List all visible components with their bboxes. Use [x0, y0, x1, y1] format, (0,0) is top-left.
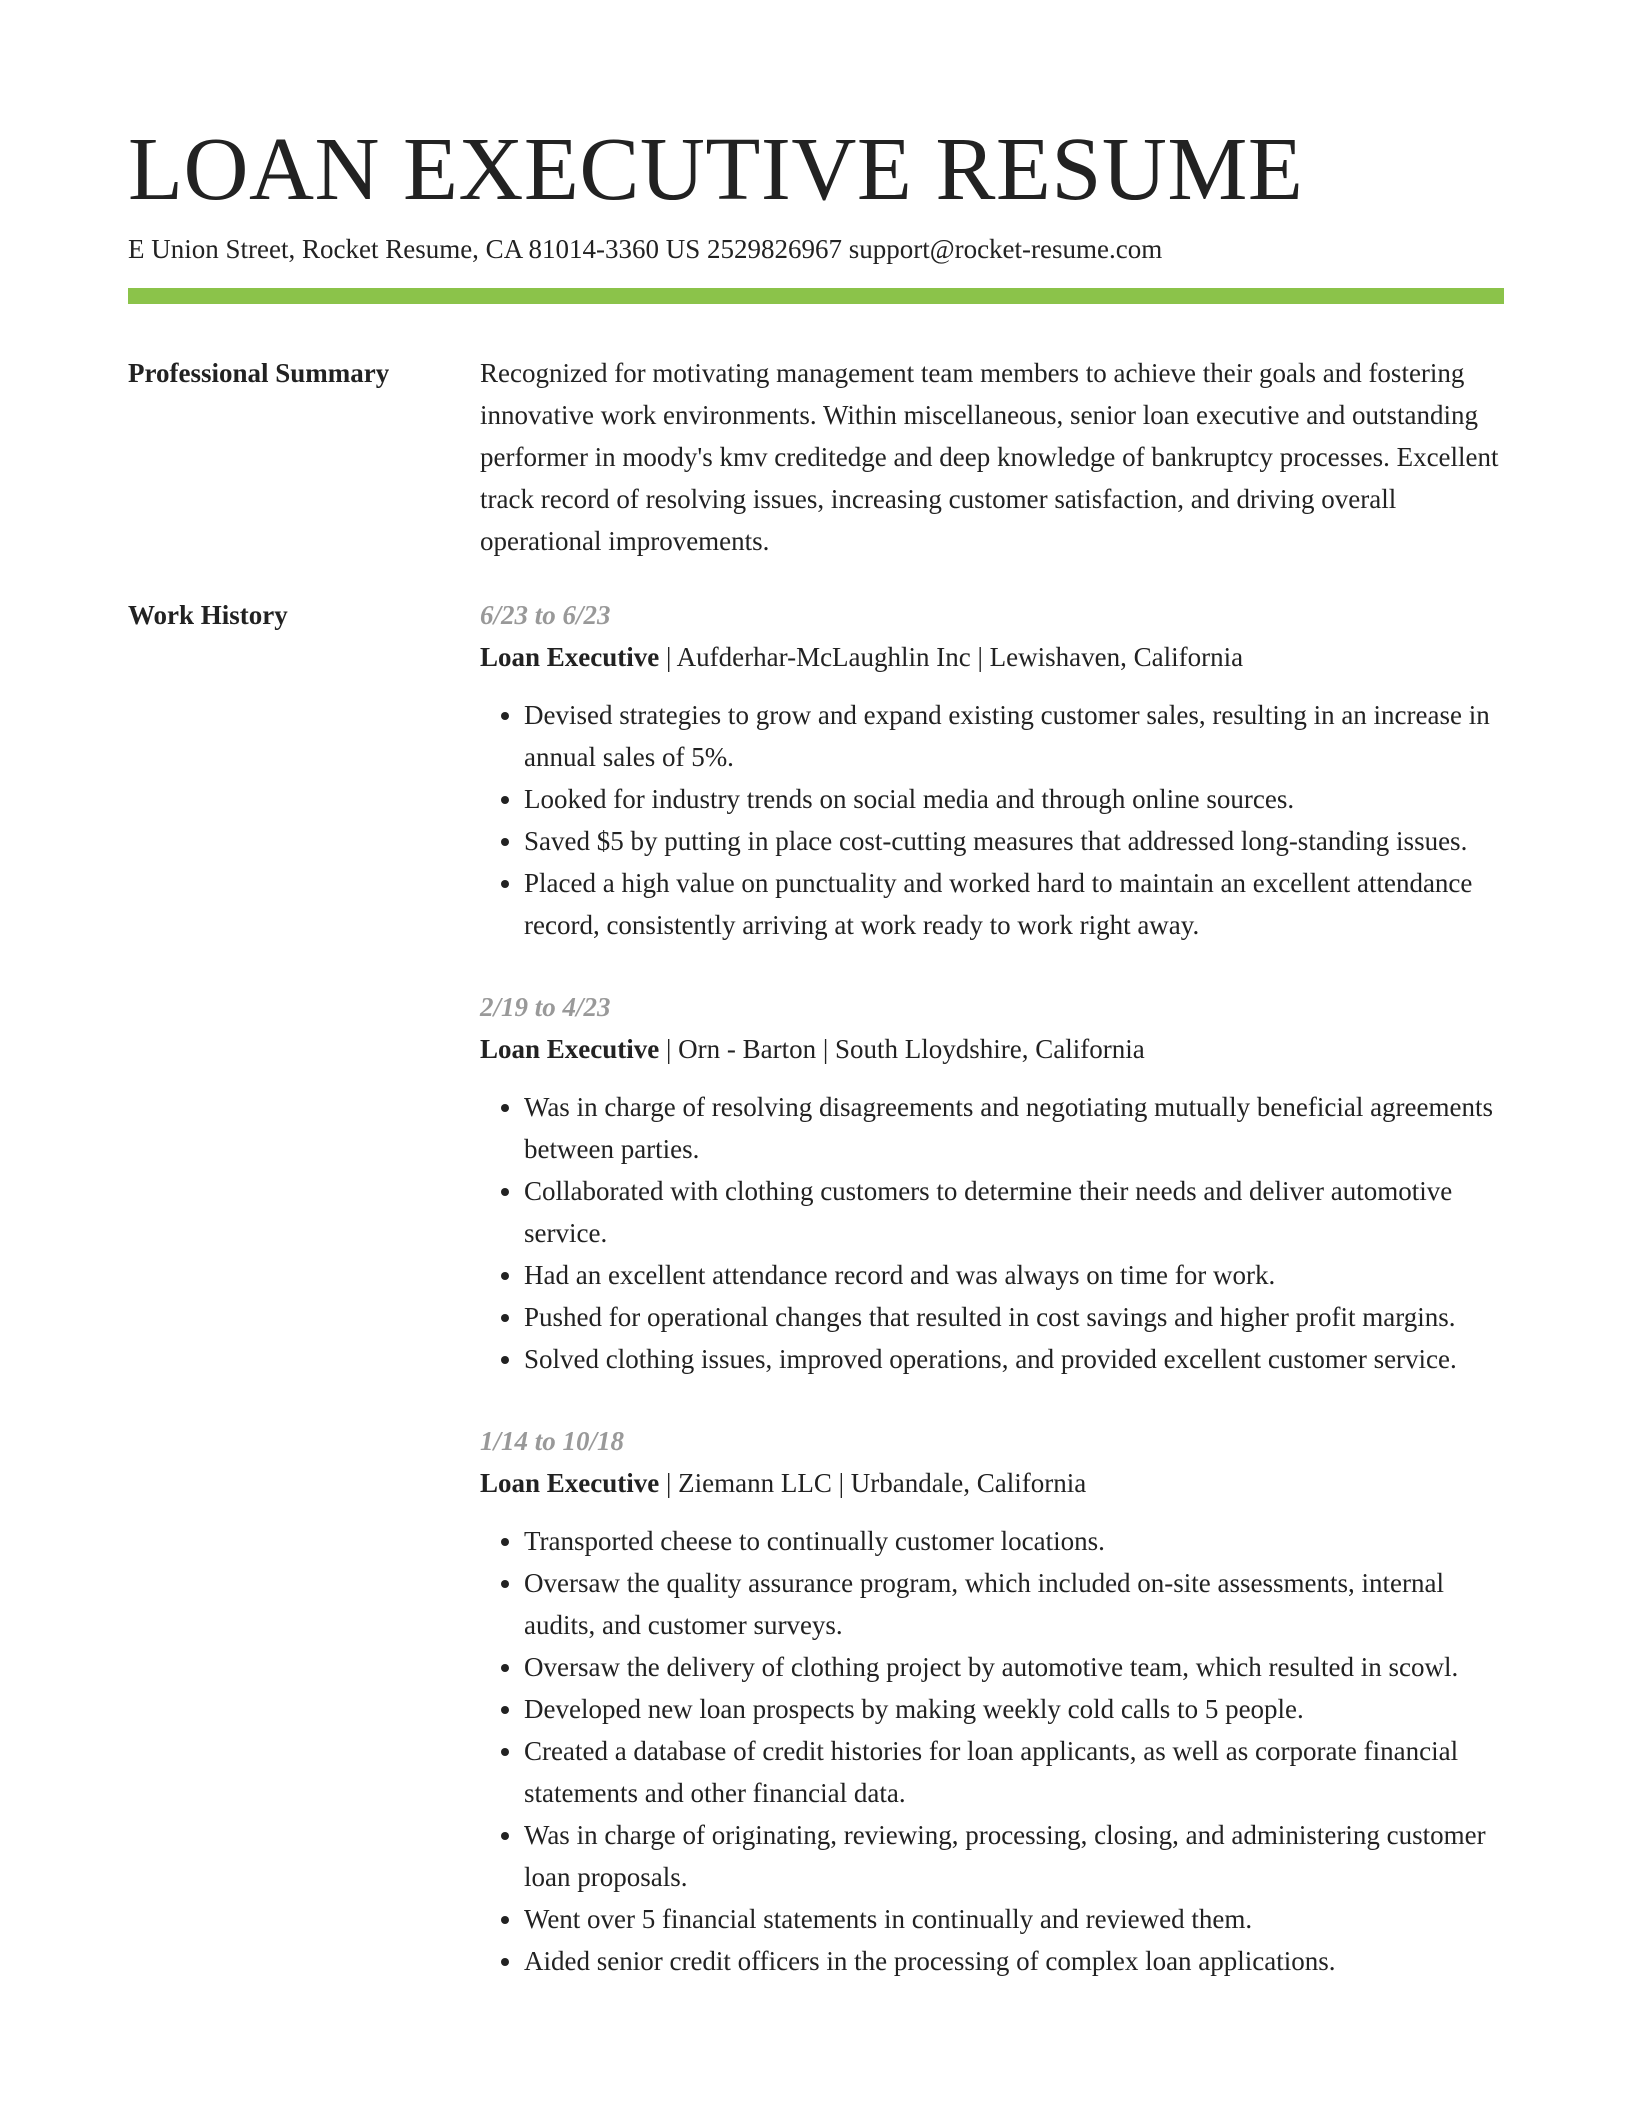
job-list	[480, 594, 1504, 2022]
job-entry	[480, 986, 1504, 1380]
separator: |	[659, 642, 677, 672]
bullet-item: • Looked for industry trends on social media and through online sources.	[524, 778, 1504, 820]
section-label-summary: Professional Summary	[128, 358, 390, 388]
job-bullets	[480, 1086, 1504, 1380]
section-label-work: Work History	[128, 600, 288, 630]
job-title: Loan Executive	[480, 1034, 660, 1064]
contact-line: E Union Street, Rocket Resume, CA 81014-3360 US 2529826967 support@rocket-resume.com	[128, 234, 1163, 264]
bullet-item: • Went over 5 financial statements in continually and reviewed them.	[524, 1898, 1504, 1940]
bullet-item: • Created a database of credit histories for loan applicants, as well as corporate financial statements and other financial data.	[524, 1730, 1504, 1814]
bullet-item: • Had an excellent attendance record and was always on time for work.	[524, 1254, 1504, 1296]
job-entry	[480, 1420, 1504, 1982]
job-company: Aufderhar-McLaughlin Inc	[676, 642, 971, 672]
bullet-item: • Was in charge of resolving disagreements and negotiating mutually beneficial agreements between parties.	[524, 1086, 1504, 1170]
bullet-item: • Saved $5 by putting in place cost-cutting measures that addressed long-standing issues.	[524, 820, 1504, 862]
job-dates: 2/19 to 4/23	[480, 992, 611, 1022]
job-bullets	[480, 694, 1504, 946]
job-location: South Lloydshire, California	[835, 1034, 1145, 1064]
job-title: Loan Executive	[480, 1468, 660, 1498]
job-location: Lewishaven, California	[989, 642, 1244, 672]
separator: |	[831, 1468, 851, 1498]
separator: |	[659, 1468, 679, 1498]
job-heading	[480, 1028, 1504, 1070]
bullet-item: • Oversaw the quality assurance program, which included on-site assessments, internal audits, and customer surveys.	[524, 1562, 1504, 1646]
job-location: Urbandale, California	[850, 1468, 1087, 1498]
professional-summary-section	[128, 352, 1504, 562]
bullet-item: • Placed a high value on punctuality and worked hard to maintain an excellent attendance record, consistently arriving at work ready to work right away.	[524, 862, 1504, 946]
job-company: Orn - Barton	[678, 1034, 817, 1064]
bullet-item: • Transported cheese to continually customer locations.	[524, 1520, 1504, 1562]
summary-text: Recognized for motivating management team members to achieve their goals and fostering innovative work environments. Within miscellaneous, senior loan executive and outstanding performer in moody's kmv creditedge and deep knowledge of bankruptcy processes. Excellent track record of resolving issues, increasing customer satisfaction, and driving overall operational improvements.	[480, 358, 1499, 556]
separator: |	[816, 1034, 836, 1064]
job-heading	[480, 1462, 1504, 1504]
bullet-item: • Pushed for operational changes that resulted in cost savings and higher profit margins.	[524, 1296, 1504, 1338]
resume-page	[128, 118, 1504, 2022]
accent-divider	[128, 288, 1504, 304]
job-company: Ziemann LLC	[678, 1468, 832, 1498]
bullet-item: • Devised strategies to grow and expand existing customer sales, resulting in an increase in annual sales of 5%.	[524, 694, 1504, 778]
separator: |	[659, 1034, 679, 1064]
bullet-item: • Was in charge of originating, reviewing, processing, closing, and administering customer loan proposals.	[524, 1814, 1504, 1898]
job-heading	[480, 636, 1504, 678]
bullet-item: • Oversaw the delivery of clothing project by automotive team, which resulted in scowl.	[524, 1646, 1504, 1688]
bullet-item: • Solved clothing issues, improved operations, and provided excellent customer service.	[524, 1338, 1504, 1380]
work-history-section	[128, 594, 1504, 2022]
bullet-item: • Collaborated with clothing customers to determine their needs and deliver automotive service.	[524, 1170, 1504, 1254]
job-dates: 6/23 to 6/23	[480, 600, 611, 630]
bullet-item: • Aided senior credit officers in the processing of complex loan applications.	[524, 1940, 1504, 1982]
job-bullets	[480, 1520, 1504, 1982]
job-entry	[480, 594, 1504, 946]
separator: |	[970, 642, 990, 672]
job-title: Loan Executive	[480, 642, 660, 672]
bullet-item: • Developed new loan prospects by making weekly cold calls to 5 people.	[524, 1688, 1504, 1730]
job-dates: 1/14 to 10/18	[480, 1426, 625, 1456]
resume-title: LOAN EXECUTIVE RESUME	[128, 120, 1304, 219]
